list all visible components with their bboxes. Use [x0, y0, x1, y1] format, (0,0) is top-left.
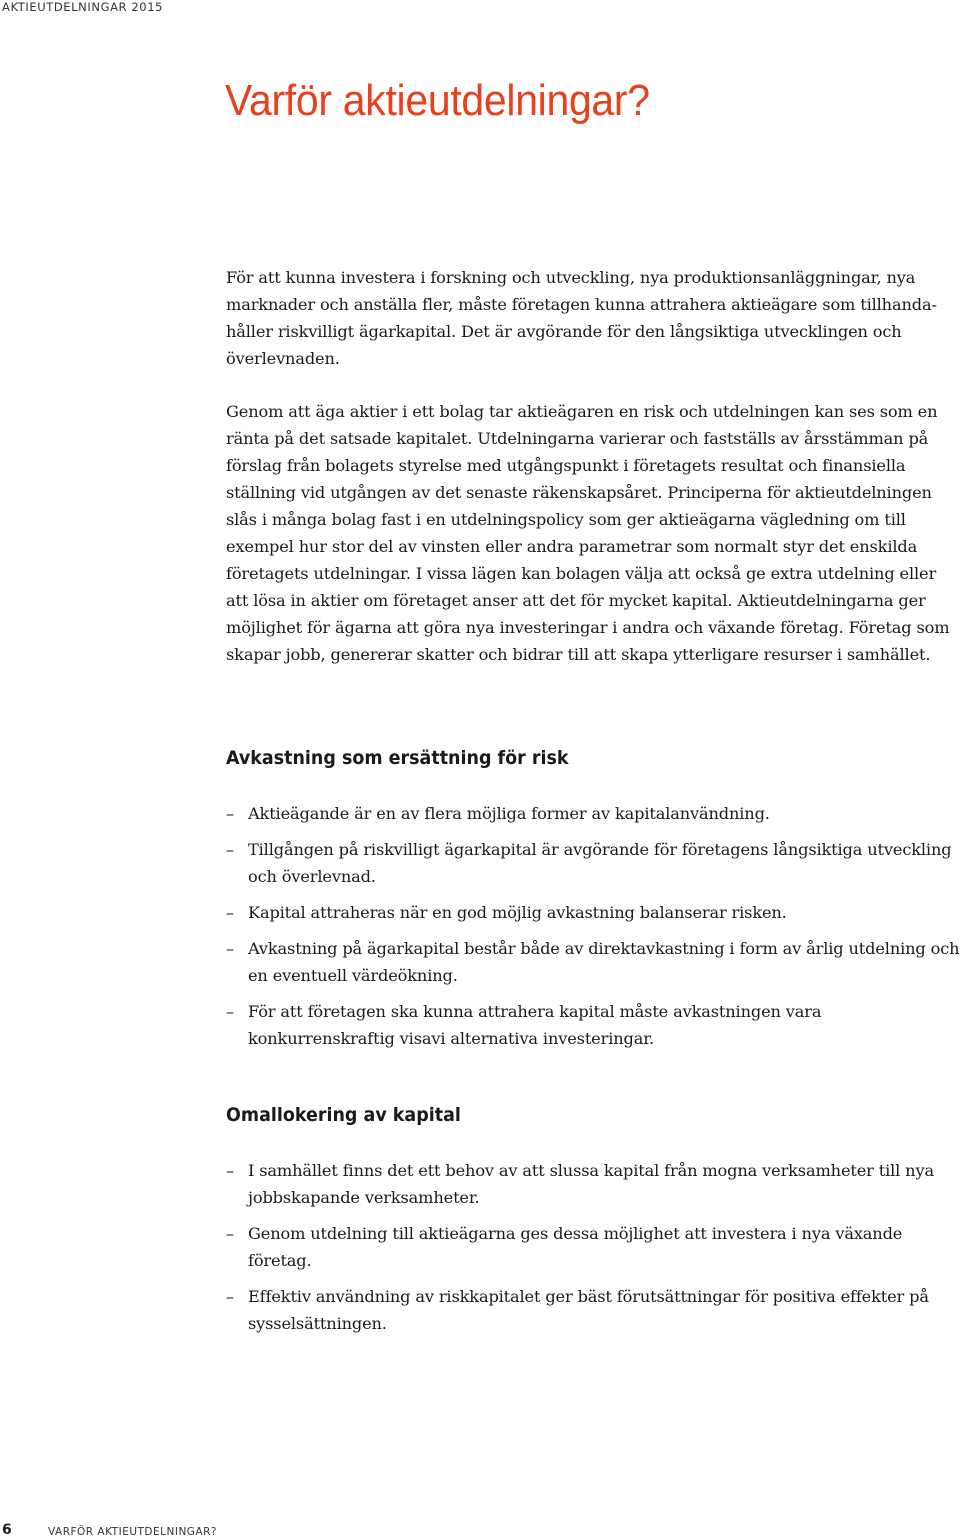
list-item — [226, 1157, 960, 1211]
list-item — [226, 836, 960, 890]
list-item-text: Avkastning på ägarkapital består både av direktavkastning i form av årlig utdelning och en eventuell värdeökning. — [248, 939, 960, 985]
dash-bullet: – — [226, 804, 234, 823]
intro-paragraph-1: För att kunna investera i forskning och utveckling, nya produktionsanläggningar, nya marknader och anställa fler, måste företagen kunna attrahera aktieägare som tillhanda-håller riskvilligt ägarkapital. Det är avgörande för den långsiktiga utvecklingen och överlevnaden. — [226, 268, 937, 368]
list-item-text: I samhället finns det ett behov av att slussa kapital från mogna verksamheter till nya jobbskapande verksamheter. — [248, 1161, 934, 1207]
running-head: AKTIEUTDELNINGAR 2015 — [2, 0, 164, 14]
list-item-text: Tillgången på riskvilligt ägarkapital är avgörande för företagens långsiktiga utveckling och överlevnad. — [248, 840, 952, 886]
page-title: Varför aktieutdelningar? — [225, 76, 650, 125]
dash-bullet: – — [226, 939, 234, 958]
list-item-text: Effektiv användning av riskkapitalet ger bäst förutsättningar för positiva effekter på sysselsättningen. — [248, 1287, 929, 1333]
section-heading-reallocation: Omallokering av kapital — [226, 1104, 461, 1126]
dash-bullet: – — [226, 1287, 234, 1306]
dash-bullet: – — [226, 1224, 234, 1243]
list-item — [226, 1283, 960, 1337]
dash-bullet: – — [226, 840, 234, 859]
list-item — [226, 935, 960, 989]
list-item-text: Kapital attraheras när en god möjlig avkastning balanserar risken. — [248, 903, 787, 922]
section-heading-risk: Avkastning som ersättning för risk — [226, 747, 569, 769]
risk-bullet-list — [226, 800, 960, 1061]
list-item — [226, 899, 960, 926]
dash-bullet: – — [226, 903, 234, 922]
list-item — [226, 1220, 960, 1274]
list-item — [226, 800, 960, 827]
list-item-text: Aktieägande är en av flera möjliga former av kapitalanvändning. — [248, 804, 770, 823]
page-number: 6 — [2, 1522, 12, 1538]
list-item-text: För att företagen ska kunna attrahera kapital måste avkastningen vara konkurrenskraftig visavi alternativa investeringar. — [248, 1002, 822, 1048]
list-item — [226, 998, 960, 1052]
reallocation-bullet-list — [226, 1157, 960, 1346]
dash-bullet: – — [226, 1161, 234, 1180]
dash-bullet: – — [226, 1002, 234, 1021]
footer-label: VARFÖR AKTIEUTDELNINGAR? — [48, 1526, 217, 1538]
list-item-text: Genom utdelning till aktieägarna ges dessa möjlighet att investera i nya växande företag. — [248, 1224, 903, 1270]
intro-paragraph-2: Genom att äga aktier i ett bolag tar aktieägaren en risk och utdelningen kan ses som en ränta på det satsade kapitalet. Utdelningarna varierar och fastställs av årsstämman på förslag från bolagets styrelse med utgångspunkt i företagets resultat och finansiella ställning vid utgången av det senaste räkenskapsåret. Principerna för aktieutdelningen slås i många bolag fast i en utdelningspolicy som ger aktieägarna vägledning om till exempel hur stor del av vinsten eller andra parametrar som normalt styr det enskilda företagets utdelningar. I vissa lägen kan bolagen välja att också ge extra utdelning eller att lösa in aktier om företaget anser att det för mycket kapital. Aktieutdelningarna ger möjlighet för ägarna att göra nya investeringar i andra och växande företag. Företag som skapar jobb, genererar skatter och bidrar till att skapa ytterligare resurser i samhället. — [226, 402, 950, 664]
